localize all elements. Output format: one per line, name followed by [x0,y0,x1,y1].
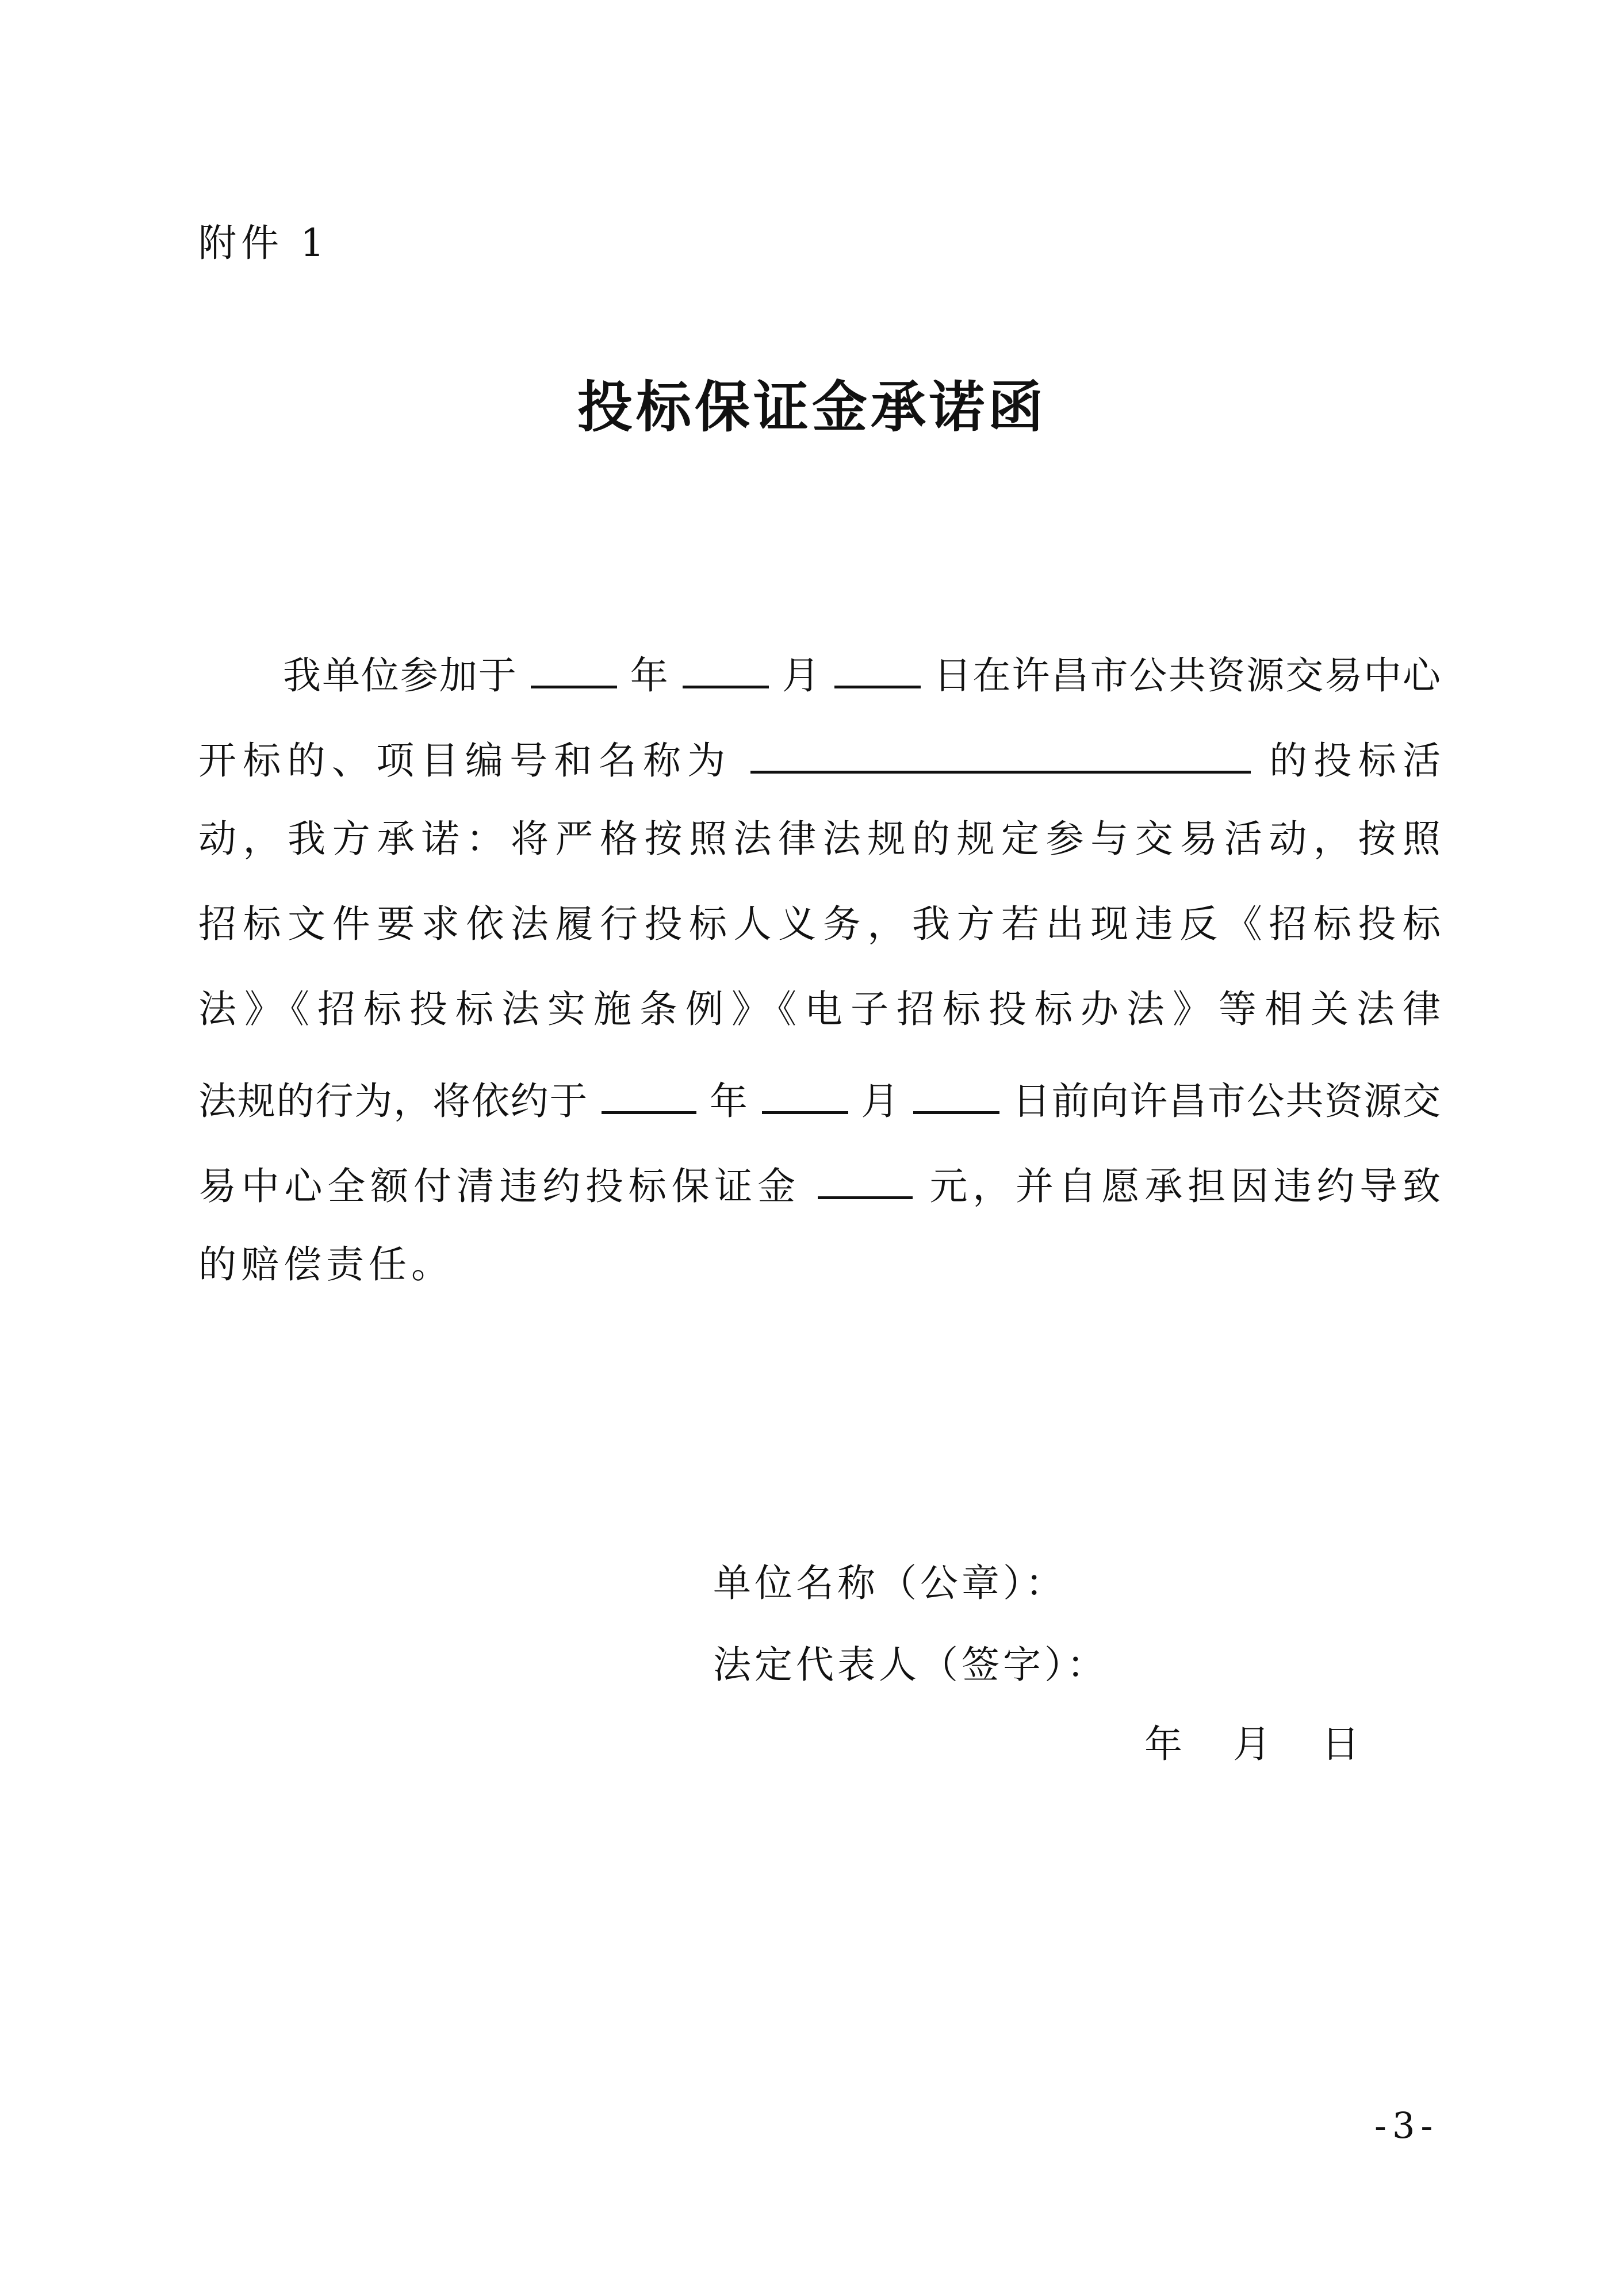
body-text: 年 [630,653,669,698]
body-line-2 [198,735,1441,783]
attachment-label: 附件 1 [198,221,329,265]
body-line-7 [198,1161,1441,1206]
unit-name-label: 单位名称（公章）： [713,1561,1067,1605]
day-blank [834,650,921,688]
body-text: 元，并自愿承担因违约导致 [929,1164,1441,1208]
project-name-blank [750,735,1251,774]
month-blank [683,650,769,688]
legal-representative-label: 法定代表人（签字）： [713,1643,1108,1687]
year-blank [531,650,617,688]
date-year-label: 年 [1144,1722,1182,1766]
body-text: 我单位参加于 [283,653,518,698]
body-text: 法规的行为，将依约于 [198,1079,589,1123]
month-blank [762,1076,848,1114]
body-text: 年 [709,1079,749,1123]
amount-blank [818,1161,913,1199]
body-line-8: 的赔偿责任。 [198,1242,454,1287]
body-text: 易中心全额付清违约投标保证金 [198,1164,800,1208]
body-text: 月 [861,1079,901,1123]
body-text: 日前向许昌市公共资源交 [1012,1079,1441,1123]
body-line-4: 招标文件要求依法履行投标人义务，我方若出现违反《招标投标 [198,902,1441,946]
body-line-6 [198,1076,1441,1123]
signature-date [1144,1722,1359,1766]
date-day-label: 日 [1322,1722,1359,1766]
date-month-label: 月 [1233,1722,1271,1766]
day-blank [913,1076,999,1114]
body-text: 开标的、项目编号和名称为 [198,738,732,783]
body-line-1 [283,650,1441,698]
document-title: 投标保证金承诺函 [577,374,1047,439]
body-line-3: 动，我方承诺：将严格按照法律法规的规定参与交易活动，按照 [198,817,1441,861]
body-text: 的投标活 [1269,738,1441,783]
page-number: -3- [1374,2104,1439,2146]
body-text: 月 [782,653,821,698]
body-text: 日在许昌市公共资源交易中心 [933,653,1441,698]
year-blank [602,1076,696,1114]
body-line-5: 法》《招标投标法实施条例》《电子招标投标办法》等相关法律 [198,987,1441,1031]
